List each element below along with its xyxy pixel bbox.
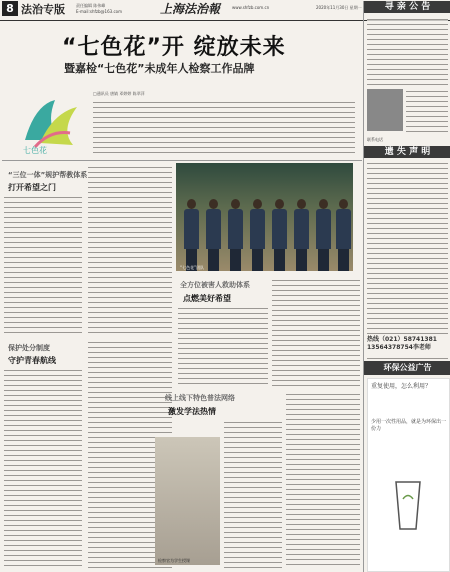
column-text — [272, 278, 360, 386]
editor-email: E-mail:shfzb@163.com — [76, 9, 123, 14]
column-text — [4, 368, 82, 568]
statement-title: 遗 失 声 明 — [364, 146, 450, 158]
ad-hotline: 热线（021）58741381 13564378754李老师 — [367, 336, 437, 351]
column-text — [286, 392, 360, 568]
page-title: “七色花”开 绽放未来 — [62, 35, 286, 60]
photo-caption: 检察官为学生授课 — [158, 558, 190, 563]
team-photo — [176, 163, 353, 271]
section-heading: 打开希望之门 — [8, 183, 56, 192]
section-kicker: 全方位被害人救助体系 — [180, 281, 250, 289]
section-name: 法治专版 — [21, 3, 65, 16]
page-number: 8 — [2, 1, 18, 16]
page-subtitle: 暨嘉检“七色花”未成年人检察工作品牌 — [64, 62, 255, 75]
notice-text — [406, 89, 448, 135]
sidebar — [363, 1, 450, 572]
column-text — [224, 420, 282, 568]
public-ad — [367, 378, 450, 572]
intro-text — [93, 100, 355, 154]
divider — [2, 160, 362, 161]
lecture-photo — [155, 437, 220, 565]
column-text — [178, 306, 268, 388]
issue-date: 2020年11月30日 星期一 — [316, 5, 362, 10]
editor-line: 责任编辑 陈伟峰 — [76, 3, 106, 8]
ad-note: 少用一次性用品，就是为环保出一份力 — [371, 419, 447, 432]
section-heading: 点燃美好希望 — [183, 294, 231, 303]
ad-note: 重复使用，怎么利用？ — [371, 383, 432, 390]
cup-icon — [388, 474, 428, 534]
missing-person-photo — [367, 89, 403, 131]
section-heading: 守护青春航线 — [8, 356, 56, 365]
masthead-url: www.shfzb.com.cn — [232, 5, 270, 10]
byline: □通讯员 唐婧 邓婷婷 陈翠萍 — [93, 91, 145, 96]
section-kicker: 线上线下特色普法网络 — [165, 394, 235, 402]
masthead: 上海法治報 — [160, 2, 221, 16]
photo-caption: “七色花”团队 — [180, 265, 205, 270]
column-text — [88, 165, 172, 335]
section-heading: 激发学法热情 — [168, 407, 216, 416]
section-kicker: 保护处分制度 — [8, 344, 50, 352]
seven-color-flower-logo — [15, 85, 90, 155]
notice-title: 寻 亲 公 告 — [364, 1, 450, 13]
contact-label: 联系电话 — [367, 137, 383, 142]
notice-text — [367, 17, 448, 87]
ad-title: 环保公益广告 — [364, 361, 450, 375]
section-kicker: “三位一体”规护帮教体系 — [8, 171, 88, 179]
logo-text: 七色花 — [23, 146, 47, 155]
column-text — [4, 195, 82, 337]
